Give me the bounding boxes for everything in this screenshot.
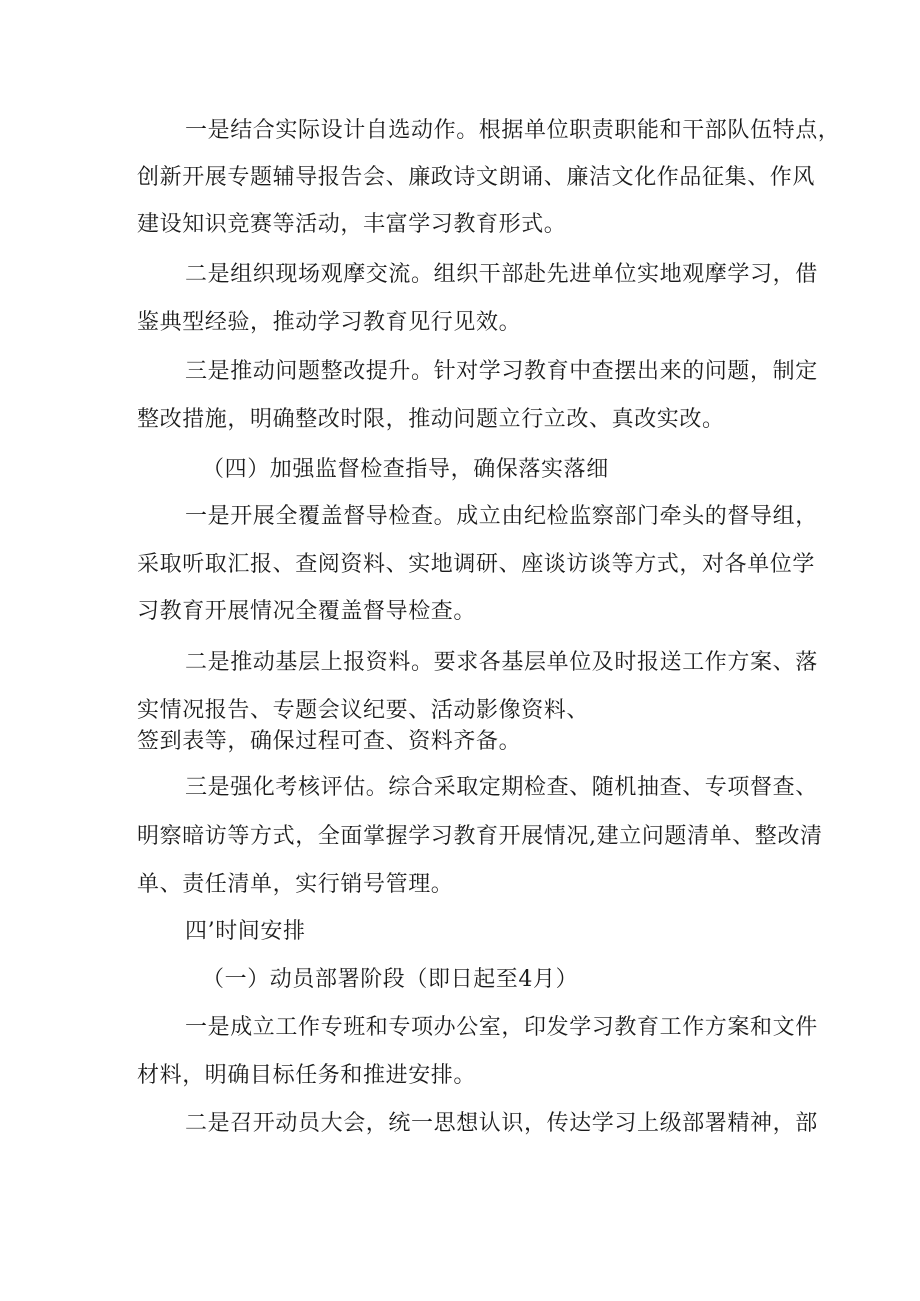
paragraph-line: 明察暗访等方式，全面掌握学习教育开展情况,建立问题清单、整改清	[137, 824, 823, 849]
paragraph-line: 签到表等，确保过程可查、资料齐备。	[137, 729, 522, 754]
paragraph-line: 一是成立工作专班和专项办公室，印发学习教育工作方案和文件	[185, 1015, 818, 1040]
paragraph-line: 一是结合实际设计自选动作。根据单位职责职能和干部队伍特点，	[185, 118, 841, 143]
paragraph-line: 三是强化考核评估。综合采取定期检查、随机抽查、专项督查、	[185, 775, 818, 800]
section-heading: （四）加强监督检查指导，确保落实落细	[202, 457, 609, 482]
section-heading: （一）动员部署阶段（即日起至4月）	[202, 967, 579, 992]
paragraph-line: 实情况报告、专题会议纪要、活动影像资料、	[137, 698, 590, 723]
paragraph-line: 单、责任清单，实行销号管理。	[137, 872, 454, 897]
paragraph-line: 创新开展专题辅导报告会、廉政诗文朗诵、廉洁文化作品征集、作风	[137, 165, 816, 190]
paragraph-line: 三是推动问题整改提升。针对学习教育中查摆出来的问题，制定	[185, 359, 818, 384]
paragraph-line: 整改措施，明确整改时限，推动问题立行立改、真改实改。	[137, 407, 725, 432]
paragraph-line: 材料，明确目标任务和推进安排。	[137, 1063, 477, 1088]
paragraph-line: 习教育开展情况全覆盖督导检查。	[137, 599, 477, 624]
paragraph-line: 二是召开动员大会，统一思想认识，传达学习上级部署精神，部	[185, 1111, 818, 1136]
paragraph-line: 二是组织现场观摩交流。组织干部赴先进单位实地观摩学习，借	[185, 262, 818, 287]
paragraph-line: 二是推动基层上报资料。要求各基层单位及时报送工作方案、落	[185, 650, 818, 675]
paragraph-line: 建设知识竞赛等活动，丰富学习教育形式。	[137, 212, 567, 237]
paragraph-line: 采取听取汇报、查阅资料、实地调研、座谈访谈等方式，对各单位学	[137, 552, 816, 577]
section-heading: 四’时间安排	[185, 919, 306, 944]
paragraph-line: 一是开展全覆盖督导检查。成立由纪检监察部门牵头的督导组，	[185, 504, 818, 529]
paragraph-line: 鉴典型经验，推动学习教育见行见效。	[137, 310, 522, 335]
